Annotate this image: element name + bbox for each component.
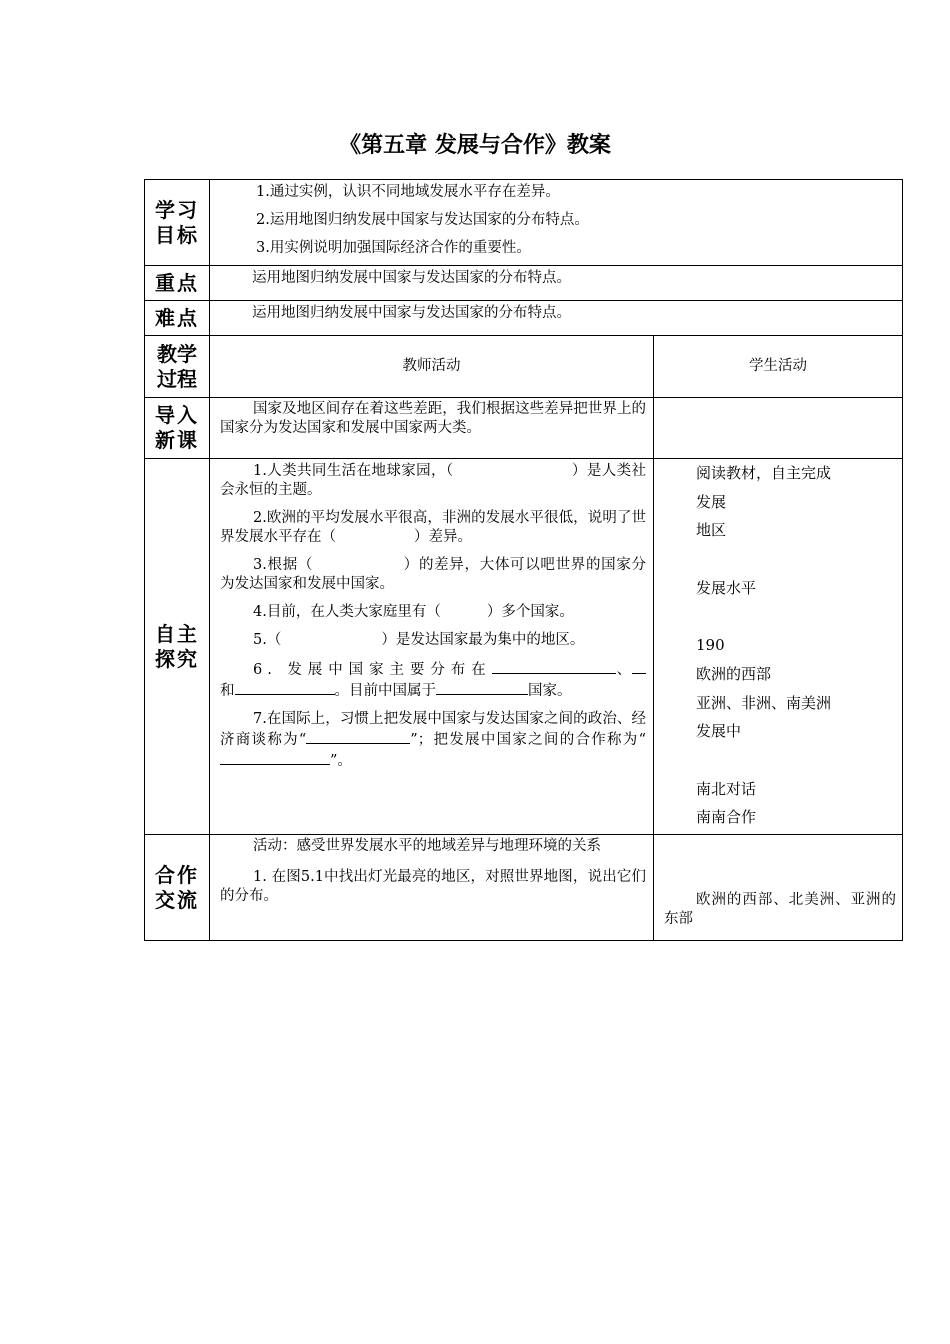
label-process-text: 教学过程: [157, 341, 197, 391]
document-title: 《第五章 发展与合作》教案: [339, 133, 611, 158]
label-intro: [145, 398, 210, 459]
answer-blank[interactable]: [235, 680, 335, 695]
student-line: 欧洲的西部: [696, 664, 772, 683]
student-line: [654, 746, 902, 775]
row-self-study: [145, 459, 903, 835]
label-self-study-text: 自主探究: [155, 621, 199, 671]
student-line: 南南合作: [696, 808, 757, 827]
student-line: 发展: [696, 492, 727, 511]
answer-blank[interactable]: [492, 659, 616, 674]
label-key-point: 重点: [145, 266, 210, 301]
question-4: 4.目前，在人类大家庭里有（ ）多个国家。: [253, 604, 574, 620]
row-cooperation: [145, 835, 903, 941]
row-objectives: [145, 180, 903, 266]
label-process: [145, 336, 210, 398]
key-point-cell: [210, 266, 903, 301]
student-line: 地区: [696, 521, 727, 540]
question-2: 2.欧洲的平均发展水平很高，非洲的发展水平很低，说明了世界发展水平存在（ ）差异。: [220, 510, 646, 545]
cooperation-cell: [210, 835, 654, 941]
objective-item: 1.通过实例，认识不同地域发展水平存在差异。: [256, 184, 560, 200]
teacher-activity-header: 教师活动: [210, 336, 654, 398]
row-intro: [145, 398, 903, 459]
student-line: [654, 602, 902, 631]
label-self-study: [145, 459, 210, 835]
question-3: 3.根据（ ）的差异，大体可以吧世界的国家分为发达国家和发展中国家。: [220, 557, 647, 592]
label-objectives: [145, 180, 210, 266]
cooperation-question-1: 1. 在图5.1中找出灯光最亮的地区，对照世界地图，说出它们的分布。: [220, 869, 646, 904]
student-line: 阅读教材，自主完成: [696, 464, 832, 482]
key-point-text: 运用地图归纳发展中国家与发达国家的分布特点。: [252, 270, 571, 286]
student-activity-header: 学生活动: [654, 336, 903, 398]
row-difficult-point: [145, 301, 903, 336]
answer-blank[interactable]: [436, 680, 528, 695]
label-cooperation: [145, 835, 210, 941]
student-line: 190: [696, 636, 725, 655]
cooperation-student-cell: [654, 835, 903, 941]
row-key-point: [145, 266, 903, 301]
answer-blank[interactable]: [306, 729, 410, 744]
intro-text: 国家及地区间存在着这些差距，我们根据这些差异把世界上的国家分为发达国家和发展中国家两大类。: [220, 401, 646, 436]
cooperation-answer: 欧洲的西部、北美洲、亚洲的东部: [664, 892, 896, 927]
label-objectives-text: 学习目标: [155, 197, 199, 247]
cooperation-activity: 活动：感受世界发展水平的地域差异与地理环境的关系: [253, 838, 601, 854]
row-process-header: [145, 336, 903, 398]
objective-item: 3.用实例说明加强国际经济合作的重要性。: [256, 240, 531, 256]
answer-blank[interactable]: [632, 659, 646, 674]
lesson-plan-table: [144, 179, 903, 941]
self-study-student-cell: [654, 459, 903, 835]
question-7: 7.在国际上，习惯上把发展中国家与发达国家之间的政治、经济商谈称为“ ”；把发展中国家之间的合作称为“”。: [220, 711, 646, 769]
question-6: 6. 发展中国家主要分布在 、和 。目前中国属于 国家。: [210, 659, 653, 701]
student-line: [654, 545, 902, 574]
question-5: 5.（ ）是发达国家最为集中的地区。: [253, 632, 585, 648]
student-line: 南北对话: [696, 779, 757, 798]
objective-item: 2.运用地图归纳发展中国家与发达国家的分布特点。: [256, 212, 589, 228]
intro-student-cell: [654, 398, 903, 459]
question-1: 1.人类共同生活在地球家园，（ ）是人类社会永恒的主题。: [220, 463, 646, 498]
answer-blank[interactable]: [220, 750, 330, 765]
student-line: 发展水平: [696, 578, 757, 597]
label-cooperation-text: 合作交流: [155, 862, 199, 912]
objectives-cell: [210, 180, 903, 266]
student-line: 发展中: [696, 722, 742, 741]
label-difficult-point: 难点: [145, 301, 210, 336]
difficult-point-text: 运用地图归纳发展中国家与发达国家的分布特点。: [252, 305, 571, 321]
label-intro-text: 导入新课: [155, 403, 199, 452]
difficult-point-cell: [210, 301, 903, 336]
self-study-cell: [210, 459, 654, 835]
intro-cell: [210, 398, 654, 459]
student-line: 亚洲、非洲、南美洲: [696, 693, 832, 712]
